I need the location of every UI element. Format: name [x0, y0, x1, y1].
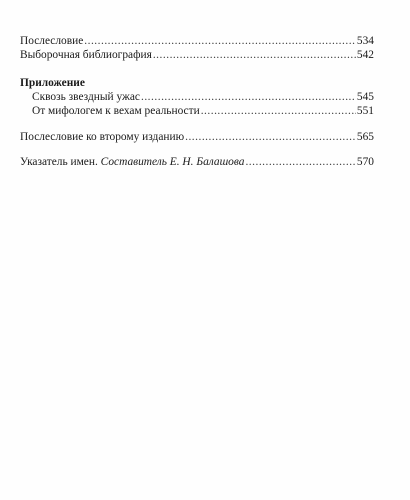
toc-entry-page: 565	[356, 131, 374, 143]
toc-entry-page: 545	[356, 91, 374, 103]
toc-entry-page: 542	[356, 49, 374, 61]
toc-entry-title: Послесловие ко второму изданию	[20, 131, 185, 143]
toc-entry-page: 551	[356, 105, 374, 117]
dot-leader	[245, 155, 355, 169]
toc-entry-afterword-second-edition	[20, 130, 374, 144]
toc-entry-title: Выборочная библиография	[20, 49, 152, 61]
index-compiler: Составитель Е. Н. Балашова	[100, 156, 245, 168]
toc-entry-name-index	[20, 155, 374, 169]
toc-entry-title: Послесловие	[20, 35, 84, 47]
toc-entry-title: От мифологем к вехам реальности	[32, 105, 200, 117]
toc-entry-afterword	[20, 34, 374, 48]
toc-entry-page: 534	[356, 35, 374, 47]
appendix-heading: Приложение	[20, 77, 85, 89]
dot-leader	[84, 34, 356, 48]
toc-entry-title	[20, 155, 244, 169]
dot-leader	[141, 90, 356, 104]
toc-entry-page: 570	[356, 156, 374, 168]
table-of-contents	[20, 34, 374, 169]
toc-entry-title: Сквозь звездный ужас	[32, 91, 140, 103]
toc-entry-mythologems	[20, 104, 374, 118]
toc-entry-bibliography	[20, 48, 374, 62]
dot-leader	[185, 130, 356, 144]
dot-leader	[201, 104, 356, 118]
toc-entry-starry-horror	[20, 90, 374, 104]
index-title-plain: Указатель имен.	[20, 156, 101, 168]
dot-leader	[153, 48, 356, 62]
